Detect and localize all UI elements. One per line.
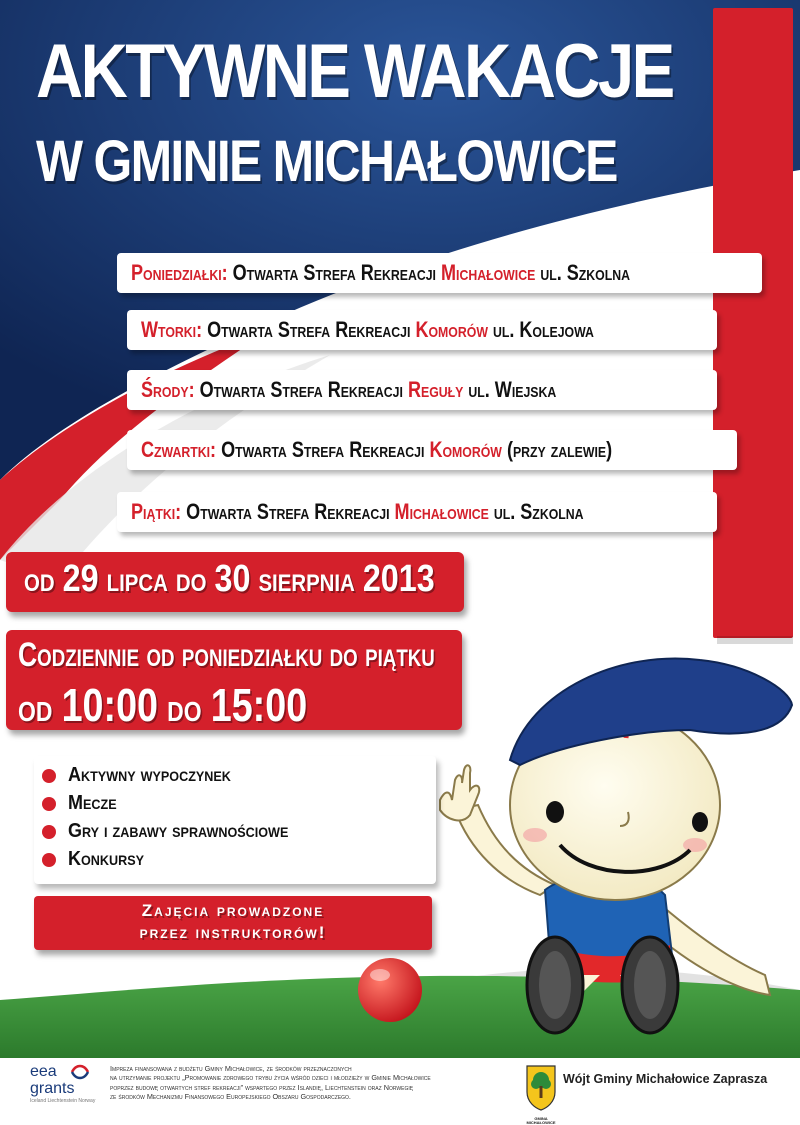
instructors-box xyxy=(34,896,432,950)
crest-icon xyxy=(525,1064,557,1112)
instructors-line2: przez instruktorów! xyxy=(139,923,327,942)
schedule-place: Komorów xyxy=(415,317,488,342)
activity-label: Aktywny wypoczynek xyxy=(68,764,231,786)
activity-label: Mecze xyxy=(68,792,117,814)
dates-prefix: od xyxy=(24,561,55,599)
schedule-street: ul. Szkolna xyxy=(540,260,631,285)
eea-logo-line1: eea xyxy=(30,1063,57,1080)
schedule-text: Otwarta Strefa Rekreacji xyxy=(199,377,403,402)
daily-time-from: 10:00 xyxy=(61,679,159,731)
bullet-icon xyxy=(42,853,56,867)
daily-from-label: od xyxy=(18,686,53,730)
crest-label: GMINA MICHAŁOWICE xyxy=(526,1116,556,1125)
bullet-icon xyxy=(42,769,56,783)
instructors-line1: Zajęcia prowadzone xyxy=(141,901,325,920)
schedule-row-monday xyxy=(117,253,762,293)
schedule-place: Michałowice xyxy=(394,499,489,524)
dates-end: 30 xyxy=(214,558,251,600)
daily-line1: Codziennie od poniedziałku do piątku xyxy=(18,636,435,674)
schedule-place: Reguły xyxy=(407,377,464,402)
schedule-street: ul. Wiejska xyxy=(468,377,557,402)
list-item xyxy=(42,764,249,787)
list-item xyxy=(42,820,313,843)
schedule-street: ul. Szkolna xyxy=(493,499,584,524)
eea-logo-line2: grants xyxy=(30,1080,75,1097)
financing-line: poprzez budowę otwartych stref rekreacji” wspartego przez Islandię, Liechtenstein oraz Norwegię xyxy=(110,1082,414,1092)
dates-box xyxy=(6,552,464,612)
schedule-row-thursday xyxy=(127,430,737,470)
eea-grants-logo xyxy=(30,1064,95,1104)
poster-title-line2: W GMINIE MICHAŁOWICE xyxy=(36,129,617,194)
list-item xyxy=(42,848,152,871)
eea-logo-icon xyxy=(70,1064,90,1080)
schedule-text: Otwarta Strefa Rekreacji xyxy=(207,317,411,342)
schedule-row-tuesday xyxy=(127,310,717,350)
financing-line: Impreza finansowana z budżetu Gminy Michałowice, ze środków przeznaczonych xyxy=(110,1064,352,1073)
dates-month1: lipca do xyxy=(106,561,207,599)
activity-label: Gry i zabawy sprawnościowe xyxy=(68,820,289,842)
poster-title-line1: AKTYWNE WAKACJE xyxy=(36,29,673,114)
schedule-day: Czwartki: xyxy=(141,437,217,462)
daily-to-label: do xyxy=(167,686,202,730)
schedule-place: Komorów xyxy=(429,437,502,462)
schedule-text: Otwarta Strefa Rekreacji xyxy=(186,499,390,524)
bullet-icon xyxy=(42,825,56,839)
daily-time-to: 15:00 xyxy=(210,679,308,731)
red-vertical-bar xyxy=(713,8,793,638)
daily-hours-box xyxy=(6,630,462,730)
eea-logo-sub: Iceland Liechtenstein Norway xyxy=(30,1098,96,1104)
dates-year: 2013 xyxy=(362,558,435,600)
ball xyxy=(358,958,422,1022)
financing-line: ze środków Mechanizmu Finansowego Europejskiego Obszaru Gospodarczego. xyxy=(110,1091,351,1101)
schedule-day: Wtorki: xyxy=(141,317,203,342)
schedule-place: Michałowice xyxy=(441,260,536,285)
schedule-text: Otwarta Strefa Rekreacji xyxy=(221,437,425,462)
schedule-day: Środy: xyxy=(141,377,195,402)
gmina-crest xyxy=(525,1064,557,1125)
activity-label: Konkursy xyxy=(68,848,145,870)
invitation-text: Wójt Gminy Michałowice Zaprasza xyxy=(563,1072,768,1086)
dates-month2: sierpnia xyxy=(258,561,355,599)
financing-note xyxy=(110,1064,505,1101)
schedule-row-wednesday xyxy=(127,370,717,410)
schedule-day: Poniedziałki: xyxy=(131,260,228,285)
activities-list xyxy=(34,756,436,884)
schedule-street: (przy zalewie) xyxy=(506,437,613,462)
schedule-row-friday xyxy=(117,492,717,532)
bullet-icon xyxy=(42,797,56,811)
schedule-day: Piątki: xyxy=(131,499,182,524)
schedule-street: ul. Kolejowa xyxy=(492,317,594,342)
schedule-text: Otwarta Strefa Rekreacji xyxy=(232,260,436,285)
financing-line: na utrzymanie projektu „Promowanie zdrowego trybu życia wśród dzieci i młodzieży w Gminie Michałowice xyxy=(110,1073,431,1083)
list-item xyxy=(42,792,122,815)
dates-start: 29 xyxy=(62,558,99,600)
